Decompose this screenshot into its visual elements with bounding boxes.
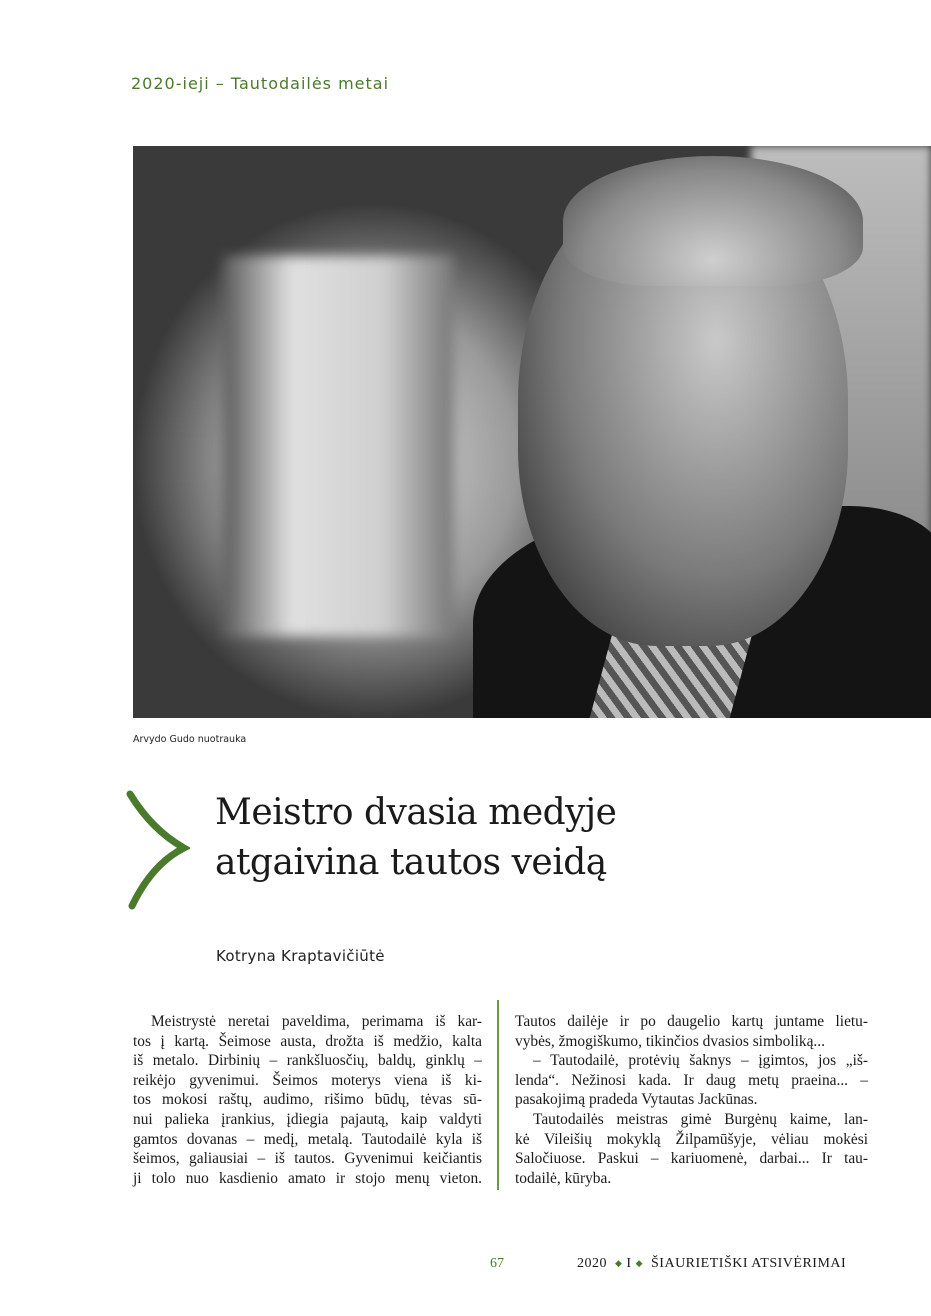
diamond-icon: ◆ (615, 1258, 623, 1269)
text-line: reikėjo gyvenimui. Šeimos moterys viena iš ki- (133, 1071, 482, 1089)
left-column (133, 1012, 482, 1188)
section-header: 2020-ieji – Tautodailės metai (131, 74, 390, 93)
photo-caption: Arvydo Gudo nuotrauka (133, 734, 247, 745)
text-line: Meistrystė neretai paveldima, perimama iš kar- (151, 1013, 482, 1030)
text-line: ji tolo nuo kasdienio amato ir stojo menų vieton. (133, 1169, 482, 1187)
right-column (515, 1012, 868, 1188)
diamond-icon: ◆ (635, 1258, 644, 1269)
article-title (215, 788, 616, 888)
text-line: tos mokosi raštų, audimo, rišimo būdų, tėvas sū- (133, 1091, 482, 1109)
text-line: nui palieka įrankius, įdiegia pajautą, kaip valdyti (133, 1110, 482, 1128)
footer-issue: I (626, 1256, 632, 1271)
title-line: Meistro dvasia medyje (215, 792, 617, 833)
text-line: Tautodailės meistras gimė Burgėnų kaime, lan- (533, 1110, 868, 1128)
text-line: vybės, žmogiškumo, tikinčios dvasios simboliką... (515, 1032, 825, 1050)
text-line: Saločiuose. Paskui – kariuomenė, darbai... Ir tau- (515, 1150, 868, 1168)
title-line: atgaivina tautos veidą (215, 842, 607, 883)
text-line: pasakojimą pradeda Vytautas Jackūnas. (515, 1091, 758, 1109)
article-author: Kotryna Kraptavičiūtė (216, 947, 385, 965)
footer-journal-name: ŠIAURIETIŠKI ATSIVĖRIMAI (651, 1256, 847, 1271)
column-divider (497, 1000, 499, 1190)
portrait-photo (133, 146, 931, 718)
bracket-ornament-icon (118, 790, 190, 910)
text-line: – Tautodailė, protėvių šaknys – įgimtos, jos „iš- (533, 1052, 868, 1070)
text-line: šeimos, galiausiai – iš tautos. Gyvenimui keičiantis (133, 1150, 482, 1168)
text-line: iš metalo. Dirbinių – rankšluosčių, baldų, ginklų – (133, 1052, 482, 1070)
text-line: gamtos dovanas – medį, metalą. Tautodailė kyla iš (133, 1130, 482, 1148)
text-line: todailė, kūryba. (515, 1169, 612, 1187)
text-line: Tautos dailėje ir po daugelio kartų juntame lietu- (515, 1013, 868, 1030)
journal-footer (577, 1256, 846, 1272)
text-line: lenda“. Nežinosi kada. Ir daug metų praeina... – (515, 1071, 868, 1089)
footer-year: 2020 (577, 1256, 607, 1271)
page-number: 67 (490, 1256, 504, 1271)
text-line: tos į kartą. Šeimose austa, drožta iš medžio, kalta (133, 1032, 482, 1050)
text-line: kė Vileišių mokyklą Žilpamūšyje, vėliau mokėsi (515, 1130, 868, 1148)
